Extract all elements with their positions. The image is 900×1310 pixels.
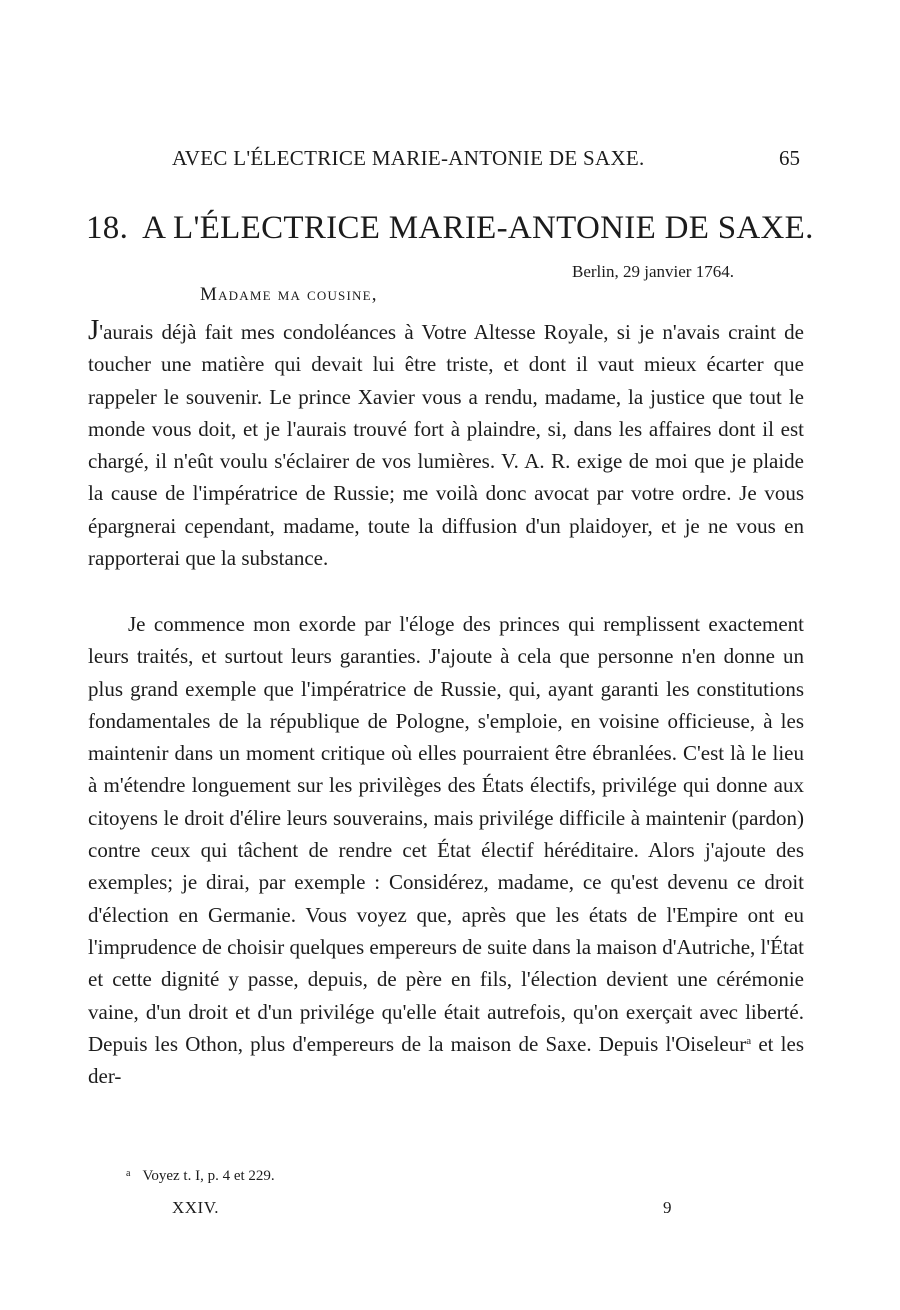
paragraph-2-tail: et les der- — [88, 1031, 804, 1089]
paragraph-1-text: 'aurais déjà fait mes condoléances à Votre Altesse Royale, si je n'avais craint de toucher une matière qui devait lui être triste, et dont il vaut mieux écarter que rappeler le souvenir. Le prince Xavier vous a rendu, madame, la justice que tout le monde vous doit, et je l'aurais trouvé fort à plaindre, si, dans les affaires dont il est chargé, il n'eût voulu s'éclairer de vos lumières. V. A. R. exige de moi que je plaide la cause de l'impératrice de Russie; me voilà donc avocat par votre ordre. Je vous épargnerai cependant, madame, toute la diffusion d'un plaidoyer, et je ne vous en rapporterai que la substance. — [88, 320, 804, 571]
page-number: 65 — [779, 146, 800, 170]
initial-letter: J — [88, 314, 100, 346]
letter-heading — [86, 210, 816, 247]
paragraph-1 — [88, 316, 804, 574]
footnote-text: Voyez t. I, p. 4 et 229. — [142, 1168, 275, 1184]
signature-number: 9 — [663, 1198, 672, 1217]
paragraph-2 — [88, 608, 804, 1092]
running-title: AVEC L'ÉLECTRICE MARIE-ANTONIE DE SAXE. — [172, 146, 645, 170]
footnote-reference: a — [746, 1034, 752, 1047]
letter-title: A L'ÉLECTRICE MARIE-ANTONIE DE SAXE. — [142, 210, 814, 246]
letter-number: 18. — [86, 210, 129, 246]
salutation: Madame ma cousine, — [200, 284, 378, 305]
dateline: Berlin, 29 janvier 1764. — [572, 262, 734, 281]
running-head — [172, 146, 808, 174]
footnote-mark: a — [126, 1168, 131, 1179]
footnote — [126, 1168, 275, 1185]
paragraph-2-text: Je commence mon exorde par l'éloge des princes qui remplissent exactement leurs traités, et surtout leurs garanties. J'ajoute à cela que personne n'en donne un plus grand exemple que l'impératrice de Russie, qui, ayant garanti les constitutions fondamentales de la république de Pologne, s'emploie, en voisine officieuse, à les maintenir dans un moment critique où elles pourraient être ébranlées. C'est là le lieu à m'étendre longuement sur les privilèges des États électifs, privilége qui donne aux citoyens le droit d'élire leurs souverains, mais privilége difficile à maintenir (pardon) contre ceux qui tâchent de rendre cet État électif héréditaire. Alors j'ajoute des exemples; je dirai, par exemple : Considérez, madame, ce qu'est devenu ce droit d'élection en Germanie. Vous voyez que, après que les états de l'Empire ont eu l'imprudence de choisir quelques empereurs de suite dans la maison d'Autriche, l'État et cette dignité y passe, depuis, de père en fils, l'élection devient une cérémonie vaine, d'un droit et d'un privilége qu'elle était autrefois, qu'on exerçait avec liberté. Depuis les Othon, plus d'empereurs de la maison de Saxe. Depuis l'Oiseleur — [88, 612, 804, 1056]
signature-mark: XXIV. — [172, 1198, 220, 1217]
